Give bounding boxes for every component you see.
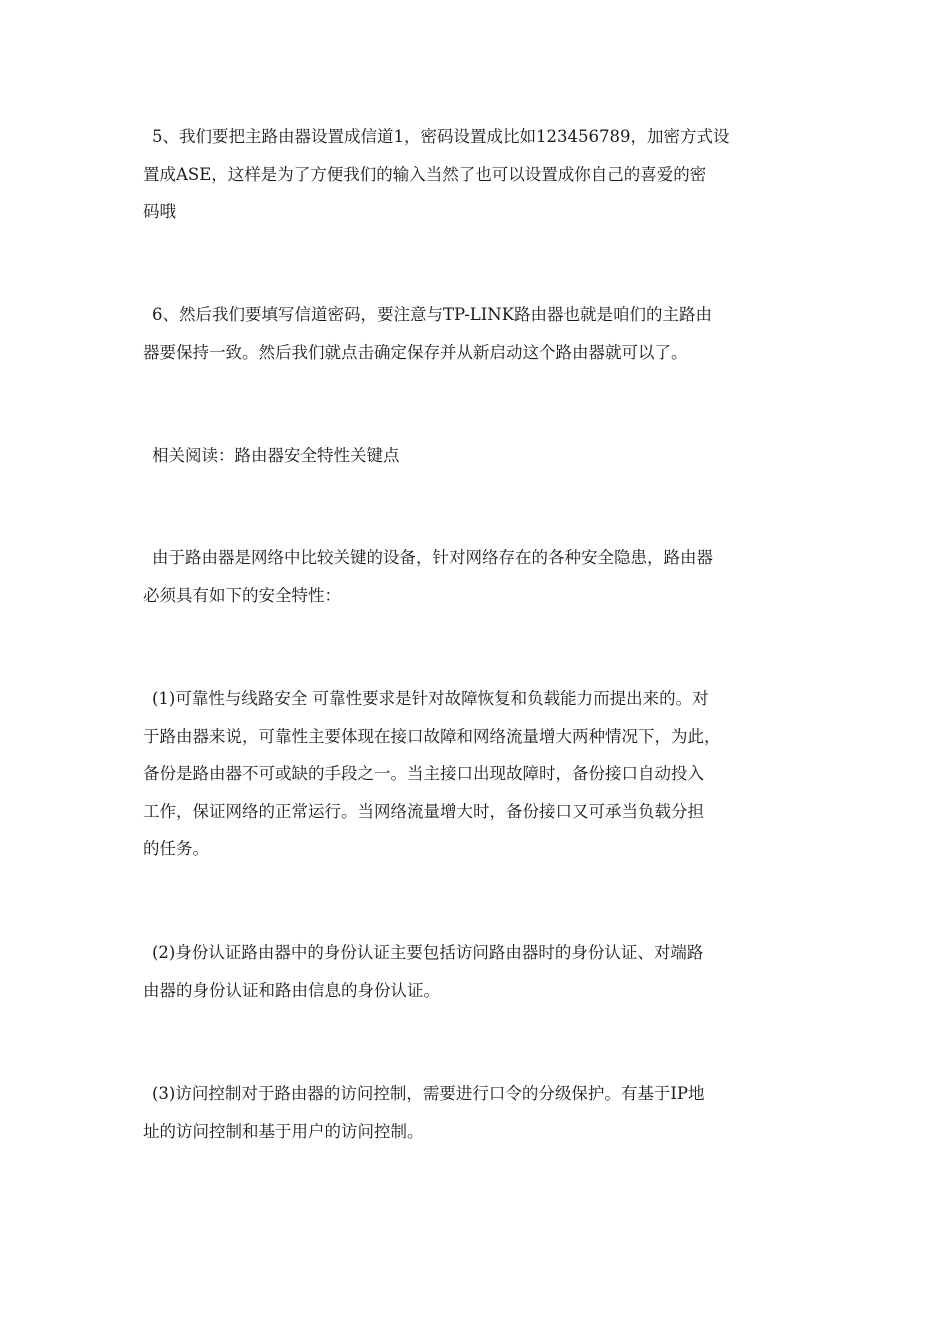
text-line: (1)可靠性与线路安全 可靠性要求是针对故障恢复和负载能力而提出来的。对	[152, 689, 709, 708]
text-line: 码哦	[143, 202, 176, 221]
text-line: 器要保持一致。然后我们就点击确定保存并从新启动这个路由器就可以了。	[143, 342, 688, 362]
paragraph-access-control	[143, 1075, 813, 1150]
text-line: 由器的身份认证和路由信息的身份认证。	[143, 980, 440, 1000]
text-line: 备份是路由器不可或缺的手段之一。当主接口出现故障时，备份接口自动投入	[143, 764, 704, 783]
paragraph-intro	[143, 539, 813, 614]
paragraph-authentication	[143, 934, 813, 1009]
paragraph-step-6	[143, 296, 813, 371]
text-line: 工作，保证网络的正常运行。当网络流量增大时，备份接口又可承当负载分担	[143, 801, 704, 821]
text-line: 置成ASE，这样是为了方便我们的输入当然了也可以设置成你自己的喜爱的密	[143, 164, 707, 184]
text-line: 的任务。	[143, 839, 209, 858]
text-line: 由于路由器是网络中比较关键的设备，针对网络存在的各种安全隐患，路由器	[152, 548, 713, 567]
text-line: 5、我们要把主路由器设置成信道1，密码设置成比如123456789，加密方式设	[152, 127, 730, 146]
text-line: (2)身份认证路由器中的身份认证主要包括访问路由器时的身份认证、对端路	[152, 943, 704, 962]
text-line: 于路由器来说，可靠性主要体现在接口故障和网络流量增大两种情况下，为此，	[143, 726, 721, 746]
text-line: 必须具有如下的安全特性：	[143, 585, 341, 605]
related-reading-heading	[143, 437, 813, 475]
text-line: 6、然后我们要填写信道密码，要注意与TP-LINK路由器也就是咱们的主路由	[152, 305, 713, 324]
paragraph-reliability	[143, 680, 813, 868]
text-line: 相关阅读：路由器安全特性关键点	[152, 446, 400, 465]
paragraph-step-5	[143, 118, 813, 231]
text-line: 址的访问控制和基于用户的访问控制。	[143, 1121, 424, 1141]
text-line: (3)访问控制对于路由器的访问控制，需要进行口令的分级保护。有基于IP地	[152, 1084, 705, 1103]
